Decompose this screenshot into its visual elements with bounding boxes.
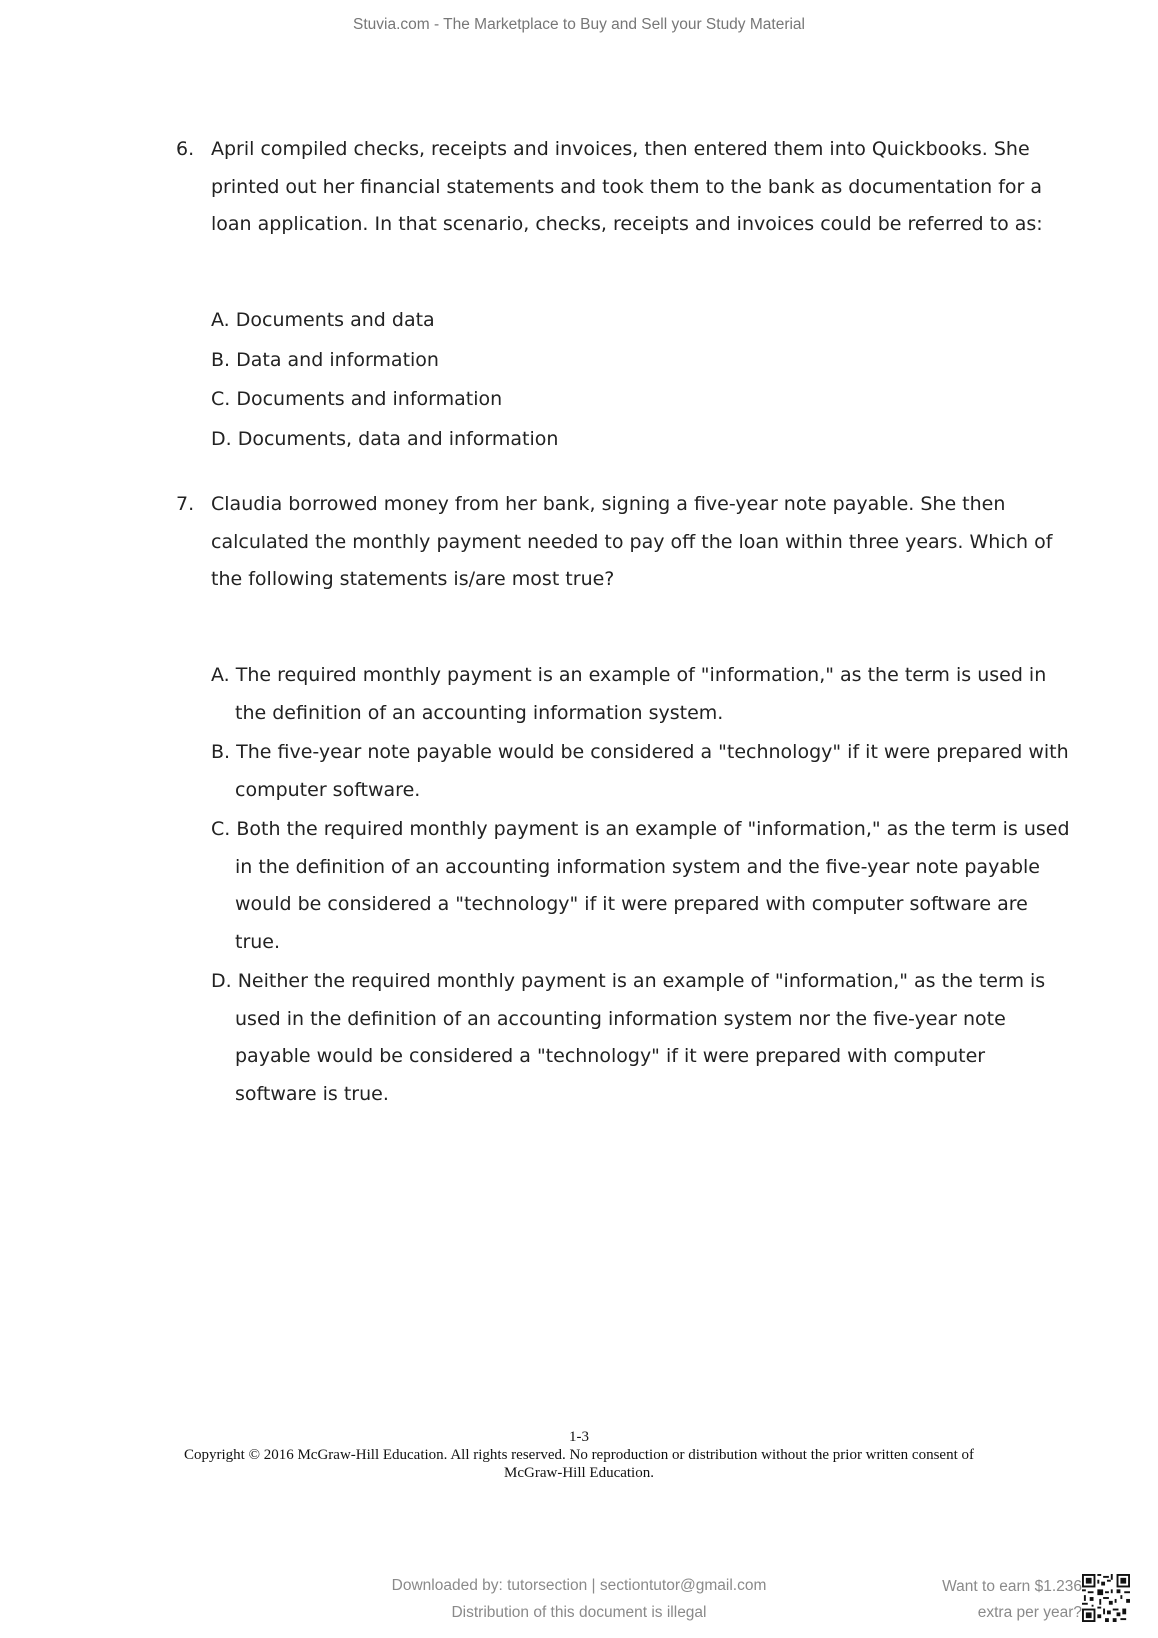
option-d [211, 963, 1071, 1113]
question-6 [176, 131, 1076, 244]
option-letter: D. [211, 427, 232, 450]
option-letter: D. [211, 970, 232, 992]
option-b [211, 342, 1071, 380]
option-text: Documents and information [236, 388, 503, 410]
option-letter: C. [211, 388, 231, 410]
page-number: 1-3 [569, 1429, 589, 1445]
question-number: 7. [176, 493, 195, 515]
option-letter: B. [211, 348, 231, 371]
copyright-line-2: McGraw-Hill Education. [504, 1465, 654, 1481]
promo-line-1: Want to earn $1.236 [942, 1578, 1082, 1595]
option-text: Both the required monthly payment is an example of "information," as the term is used in the definition of an accounting information system and the five-year note payable would be considered a "technology" if it were prepared with computer software are true. [235, 818, 1070, 953]
option-letter: A. [211, 664, 230, 686]
stuvia-banner: Stuvia.com - The Marketplace to Buy and Sell your Study Material [352, 16, 805, 33]
page-footer [0, 1428, 1158, 1482]
option-text: The required monthly payment is an example of "information," as the term is used in the definition of an accounting information system. [235, 664, 1047, 724]
question-text: Claudia borrowed money from her bank, signing a five-year note payable. She then calculated the monthly payment needed to pay off the loan within three years. Which of the following statements is/are most true? [211, 493, 1053, 590]
option-text: Neither the required monthly payment is an example of "information," as the term is used in the definition of an accounting information system nor the five-year note payable would be considered a "technology" if it were prepared with computer software is true. [235, 970, 1046, 1105]
downloaded-by: Downloaded by: tutorsection | sectiontutor@gmail.com [391, 1577, 767, 1594]
option-c [211, 811, 1071, 961]
option-c [211, 381, 1071, 419]
option-a [211, 657, 1071, 732]
option-text: Documents, data and information [237, 427, 559, 450]
option-letter: A. [211, 309, 230, 331]
promo-text[interactable] [942, 1574, 1082, 1626]
option-text: The five-year note payable would be considered a "technology" if it were prepared with computer software. [235, 741, 1069, 801]
option-letter: C. [211, 818, 231, 840]
option-b [211, 734, 1071, 809]
option-letter: B. [211, 741, 231, 763]
option-a [211, 302, 1071, 340]
question-number: 6. [176, 138, 195, 160]
question-7 [176, 486, 1076, 599]
option-text: Data and information [236, 348, 439, 371]
promo-line-2: extra per year? [977, 1604, 1082, 1621]
copyright-line-1: Copyright © 2016 McGraw-Hill Education. All rights reserved. No reproduction or distribution without the prior written consent of [183, 1447, 974, 1463]
distribution-notice: Distribution of this document is illegal [451, 1604, 707, 1621]
option-text: Documents and data [235, 309, 435, 331]
qr-code-icon[interactable] [1082, 1574, 1130, 1622]
question-6-options [211, 302, 1071, 460]
question-text: April compiled checks, receipts and invoices, then entered them into Quickbooks. She printed out her financial statements and took them to the bank as documentation for a loan application. In that scenario, checks, receipts and invoices could be referred to as: [211, 138, 1043, 235]
question-7-options [211, 657, 1071, 1115]
option-d [211, 421, 1071, 459]
